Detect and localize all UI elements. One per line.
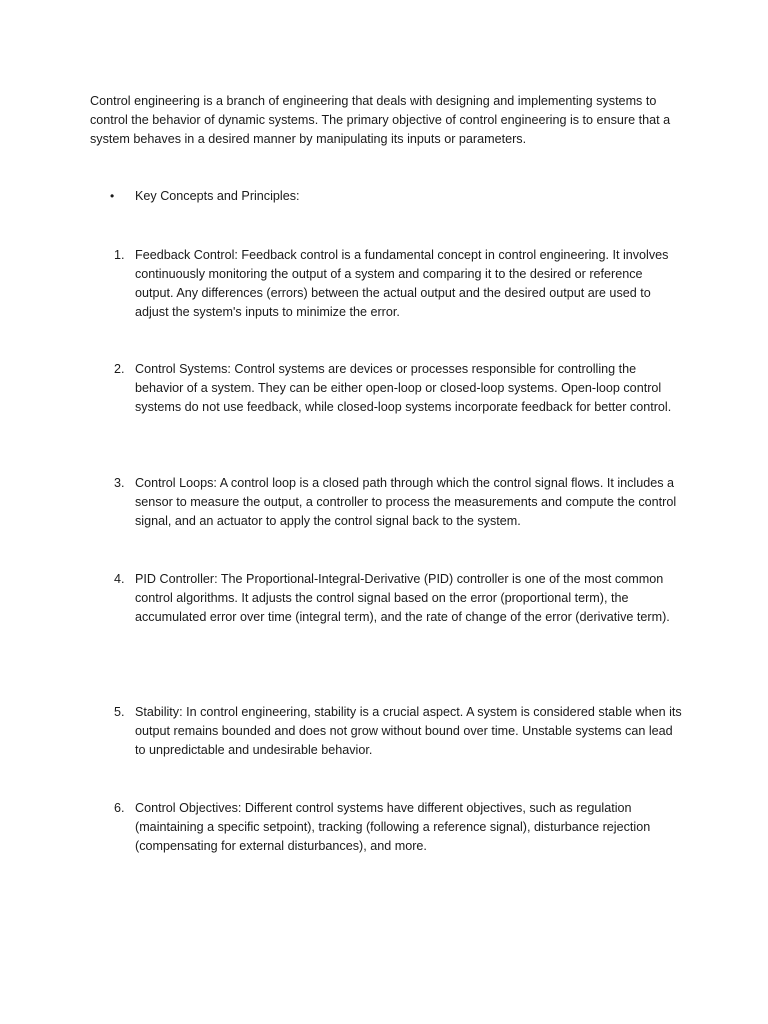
- bullet-marker: •: [110, 189, 115, 203]
- list-item-text: PID Controller: The Proportional-Integral-Derivative (PID) controller is one of the most common control algorithms. It adjusts the control signal based on the error (proportional term), the accumulated error over time (integral term), and the rate of change of the error (derivative term).: [135, 572, 670, 624]
- list-item-text: Control Loops: A control loop is a closed path through which the control signal flows. It includes a sensor to measure the output, a controller to process the measurements and compute the control signal, and an actuator to apply the control signal back to the system.: [135, 476, 677, 528]
- list-number: 6.: [114, 801, 125, 815]
- bullet-text: Key Concepts and Principles:: [135, 189, 300, 203]
- list-item-text: Feedback Control: Feedback control is a fundamental concept in control engineering. It involves continuously monitoring the output of a system and comparing it to the desired or reference output. Any differences (errors) between the actual output and the desired output are used to adjust the system's inputs to minimize the error.: [135, 248, 669, 319]
- list-item-text: Stability: In control engineering, stability is a crucial aspect. A system is considered stable when its output remains bounded and does not grow without bound over time. Unstable systems can lead to unpredictable and undesirable behavior.: [135, 705, 682, 757]
- list-item-text: Control Objectives: Different control systems have different objectives, such as regulation (maintaining a specific setpoint), tracking (following a reference signal), disturbance rejection (compensating for external disturbances), and more.: [135, 801, 651, 853]
- list-item-text: Control Systems: Control systems are devices or processes responsible for controlling the behavior of a system. They can be either open-loop or closed-loop systems. Open-loop control systems do not use feedback, while closed-loop systems incorporate feedback for better control.: [135, 362, 672, 414]
- intro-paragraph: Control engineering is a branch of engineering that deals with designing and implementing systems to control the behavior of dynamic systems. The primary objective of control engineering is to ensure that a system behaves in a desired manner by manipulating its inputs or parameters.: [90, 94, 671, 146]
- list-number: 5.: [114, 705, 125, 719]
- list-number: 2.: [114, 362, 125, 376]
- list-number: 3.: [114, 476, 125, 490]
- list-number: 1.: [114, 248, 125, 262]
- list-number: 4.: [114, 572, 125, 586]
